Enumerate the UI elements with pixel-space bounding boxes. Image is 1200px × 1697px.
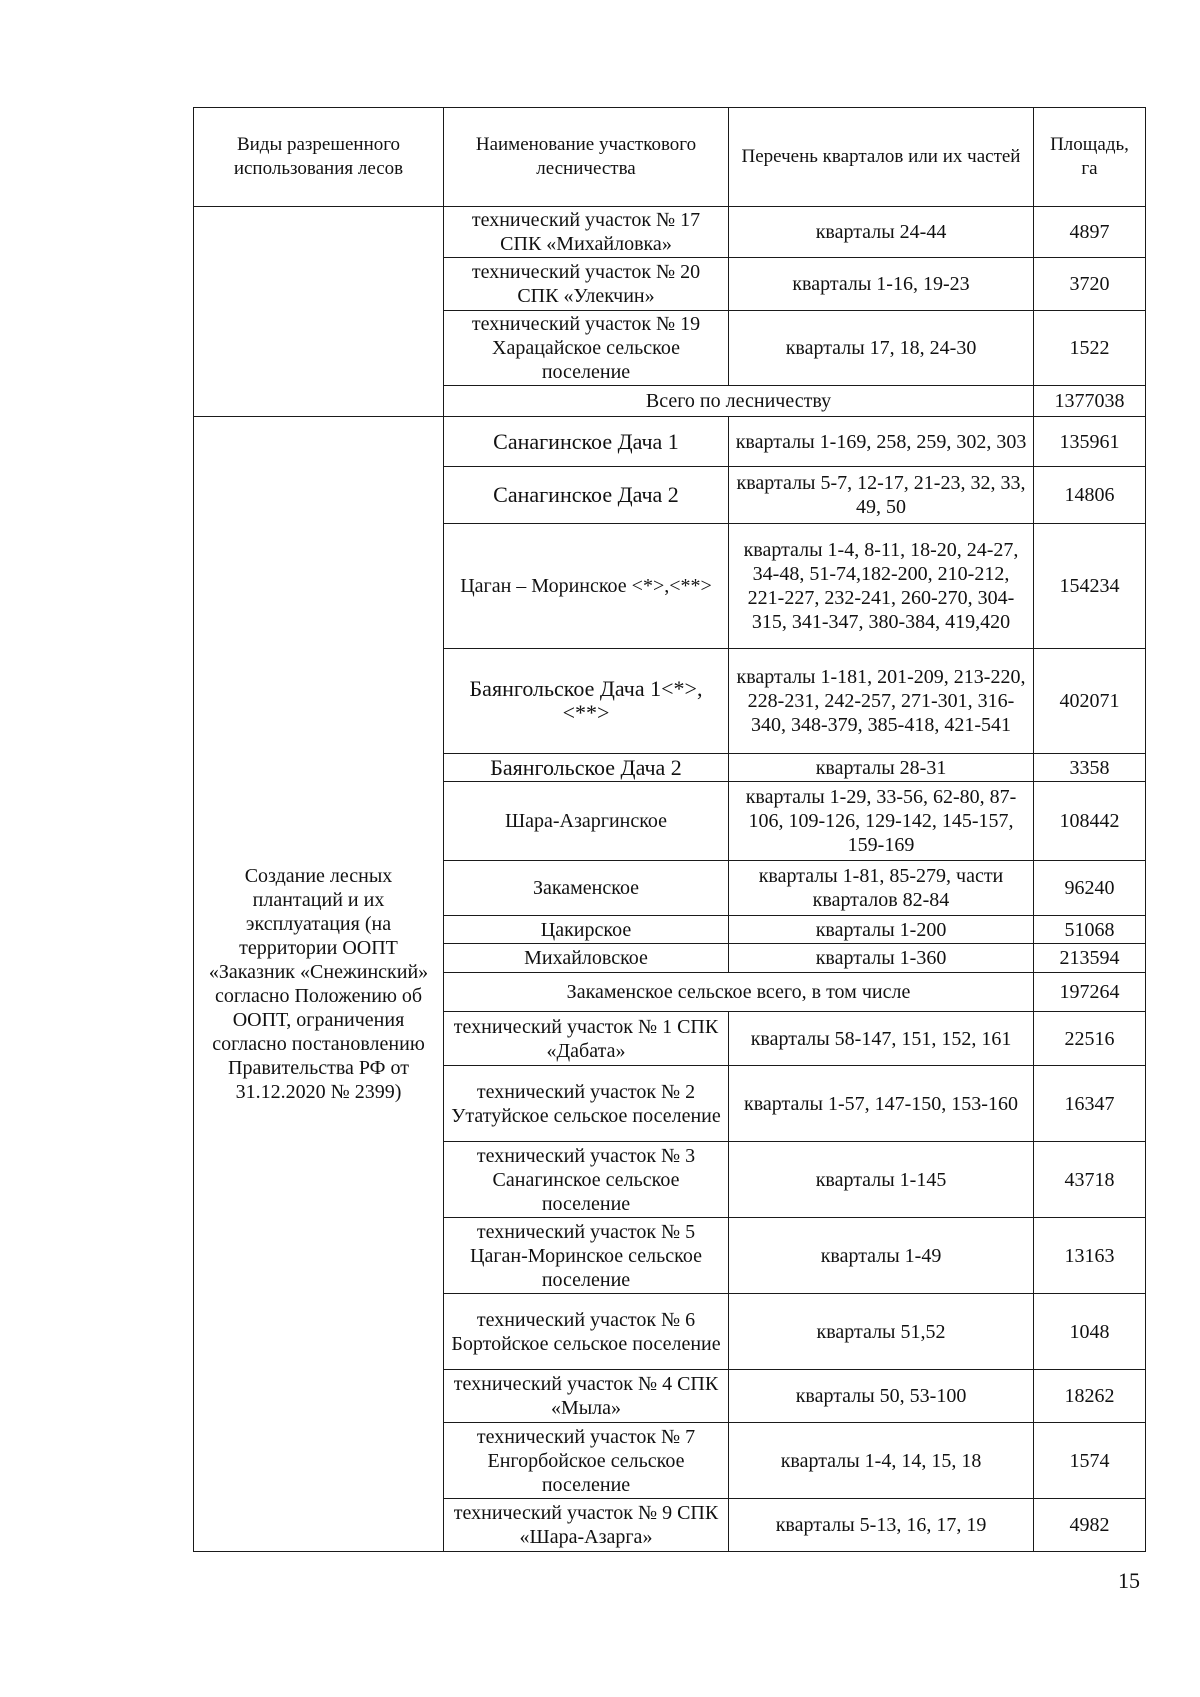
- row-area: 108442: [1034, 782, 1146, 861]
- row-area: 213594: [1034, 944, 1146, 973]
- row-area: 1522: [1034, 311, 1146, 386]
- row-name: технический участок № 7 Енгорбойское сельское поселение: [444, 1423, 729, 1499]
- row-quarters: кварталы 1-57, 147-150, 153-160: [729, 1066, 1034, 1142]
- row-quarters: кварталы 1-4, 8-11, 18-20, 24-27, 34-48, 51-74,182-200, 210-212, 221-227, 232-241, 260-270, 304-315, 341-347, 380-384, 419,420: [729, 524, 1034, 649]
- header-area: Площадь, га: [1034, 108, 1146, 207]
- row-quarters: кварталы 17, 18, 24-30: [729, 311, 1034, 386]
- table-header-row: [194, 108, 1146, 207]
- row-name: технический участок № 9 СПК «Шара-Азарга»: [444, 1499, 729, 1552]
- row-name: Закаменское: [444, 861, 729, 916]
- row-area: 1048: [1034, 1294, 1146, 1370]
- row-quarters: кварталы 5-13, 16, 17, 19: [729, 1499, 1034, 1552]
- row-quarters: кварталы 1-49: [729, 1218, 1034, 1294]
- row-area: 154234: [1034, 524, 1146, 649]
- row-area: 135961: [1034, 417, 1146, 467]
- row-name: технический участок № 4 СПК «Мыла»: [444, 1370, 729, 1423]
- total-label: Всего по лесничеству: [444, 386, 1034, 417]
- row-quarters: кварталы 58-147, 151, 152, 161: [729, 1012, 1034, 1066]
- row-area: 3358: [1034, 754, 1146, 782]
- row-area: 22516: [1034, 1012, 1146, 1066]
- header-quarters: Перечень кварталов или их частей: [729, 108, 1034, 207]
- row-name: технический участок № 1 СПК «Дабата»: [444, 1012, 729, 1066]
- row-area: 96240: [1034, 861, 1146, 916]
- type-cell-empty: [194, 207, 444, 417]
- row-quarters: кварталы 1-16, 19-23: [729, 258, 1034, 311]
- row-area: 13163: [1034, 1218, 1146, 1294]
- row-area: 3720: [1034, 258, 1146, 311]
- use-type-cell: Создание лесных плантаций и их эксплуатация (на территории ООПТ «Заказник «Снежинский» согласно Положению об ООПТ, ограничения согласно постановлению Правительства РФ от 31.12.2020 № 2399): [194, 417, 444, 1552]
- row-quarters: кварталы 1-181, 201-209, 213-220, 228-231, 242-257, 271-301, 316-340, 348-379, 385-418, 421-541: [729, 649, 1034, 754]
- table-row: [194, 417, 1146, 467]
- row-area: 18262: [1034, 1370, 1146, 1423]
- row-name: Шара-Азаргинское: [444, 782, 729, 861]
- subtotal-area: 197264: [1034, 973, 1146, 1012]
- subtotal-label: Закаменское сельское всего, в том числе: [444, 973, 1034, 1012]
- row-quarters: кварталы 5-7, 12-17, 21-23, 32, 33, 49, 50: [729, 467, 1034, 524]
- row-quarters: кварталы 1-360: [729, 944, 1034, 973]
- row-area: 402071: [1034, 649, 1146, 754]
- forest-use-table: [193, 107, 1146, 1552]
- row-name: Михайловское: [444, 944, 729, 973]
- row-name: технический участок № 6 Бортойское сельское поселение: [444, 1294, 729, 1370]
- row-name: технический участок № 19 Харацайское сельское поселение: [444, 311, 729, 386]
- row-quarters: кварталы 51,52: [729, 1294, 1034, 1370]
- row-area: 4897: [1034, 207, 1146, 258]
- row-quarters: кварталы 1-169, 258, 259, 302, 303: [729, 417, 1034, 467]
- row-name: технический участок № 17 СПК «Михайловка»: [444, 207, 729, 258]
- row-area: 14806: [1034, 467, 1146, 524]
- row-name: Санагинское Дача 1: [444, 417, 729, 467]
- total-area: 1377038: [1034, 386, 1146, 417]
- row-name: Баянгольское Дача 1<*>, <**>: [444, 649, 729, 754]
- row-quarters: кварталы 50, 53-100: [729, 1370, 1034, 1423]
- row-area: 16347: [1034, 1066, 1146, 1142]
- row-quarters: кварталы 1-4, 14, 15, 18: [729, 1423, 1034, 1499]
- row-area: 51068: [1034, 916, 1146, 944]
- row-name: технический участок № 5 Цаган-Моринское сельское поселение: [444, 1218, 729, 1294]
- row-area: 4982: [1034, 1499, 1146, 1552]
- table-row: [194, 207, 1146, 258]
- row-quarters: кварталы 24-44: [729, 207, 1034, 258]
- row-area: 1574: [1034, 1423, 1146, 1499]
- row-quarters: кварталы 1-81, 85-279, части кварталов 82-84: [729, 861, 1034, 916]
- row-name: технический участок № 3 Санагинское сельское поселение: [444, 1142, 729, 1218]
- row-name: Цакирское: [444, 916, 729, 944]
- row-name: технический участок № 2 Утатуйское сельское поселение: [444, 1066, 729, 1142]
- row-quarters: кварталы 1-200: [729, 916, 1034, 944]
- row-name: Санагинское Дача 2: [444, 467, 729, 524]
- row-name: Баянгольское Дача 2: [444, 754, 729, 782]
- row-quarters: кварталы 1-145: [729, 1142, 1034, 1218]
- row-name: Цаган – Моринское <*>,<**>: [444, 524, 729, 649]
- row-quarters: кварталы 28-31: [729, 754, 1034, 782]
- row-name: технический участок № 20 СПК «Улекчин»: [444, 258, 729, 311]
- header-type: Виды разрешенного использования лесов: [194, 108, 444, 207]
- row-quarters: кварталы 1-29, 33-56, 62-80, 87-106, 109-126, 129-142, 145-157, 159-169: [729, 782, 1034, 861]
- page-number: 15: [1118, 1568, 1140, 1593]
- header-name: Наименование участкового лесничества: [444, 108, 729, 207]
- row-area: 43718: [1034, 1142, 1146, 1218]
